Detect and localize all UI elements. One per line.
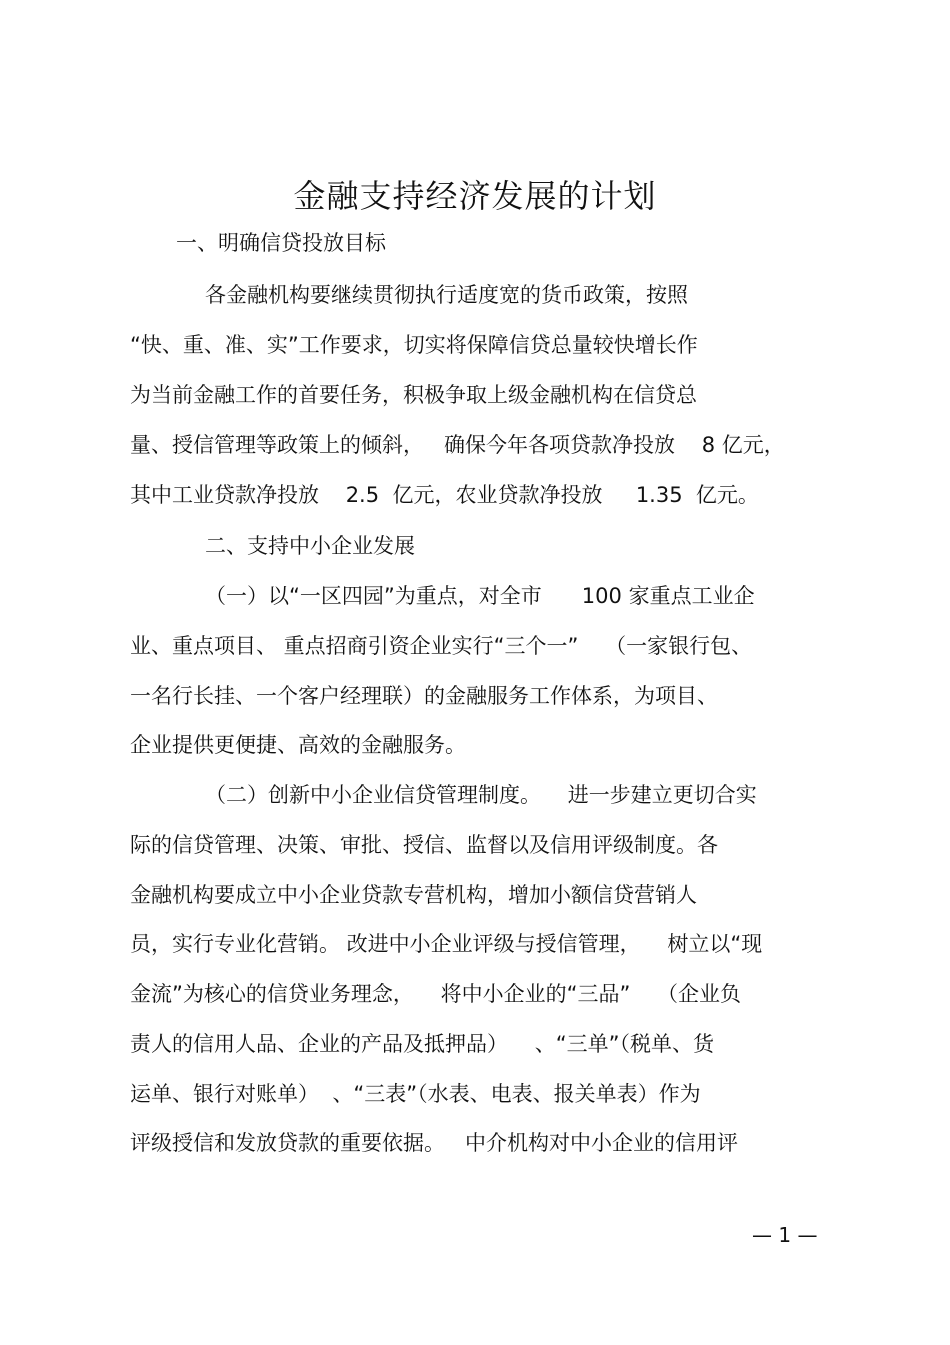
paragraph-line: 运单、银行对账单） 、“三表”（水表、电表、报关单表）作为 (130, 1082, 701, 1106)
section-heading-2: 二、支持中小企业发展 (205, 534, 415, 558)
paragraph-line: 一名行长挂、一个客户经理联）的金融服务工作体系，为项目、 (130, 684, 718, 708)
paragraph-line: 金融机构要成立中小企业贷款专营机构，增加小额信贷营销人 (130, 883, 697, 907)
paragraph-line: 业、重点项目、 重点招商引资企业实行“三个一” （一家银行包、 (130, 634, 753, 658)
paragraph-line: 量、授信管理等政策上的倾斜， 确保今年各项贷款净投放 8 亿元， (130, 433, 785, 457)
paragraph-line: 金流”为核心的信贷业务理念， 将中小企业的“三品” （企业负 (130, 982, 742, 1006)
paragraph-line: 企业提供更便捷、高效的金融服务。 (130, 733, 466, 757)
paragraph-line: “快、重、准、实”工作要求，切实将保障信贷总量较快增长作 (130, 333, 698, 357)
paragraph-line: 员，实行专业化营销。 改进中小企业评级与授信管理， 树立以“现 (130, 932, 763, 956)
paragraph-line: 其中工业贷款净投放 2.5 亿元，农业贷款净投放 1.35 亿元。 (130, 483, 759, 507)
paragraph-line: 各金融机构要继续贯彻执行适度宽的货币政策，按照 (205, 283, 688, 307)
document-title: 金融支持经济发展的计划 (293, 177, 657, 215)
paragraph-line: 评级授信和发放贷款的重要依据。 中介机构对中小企业的信用评 (130, 1131, 739, 1155)
paragraph-line: 为当前金融工作的首要任务，积极争取上级金融机构在信贷总 (130, 383, 697, 407)
paragraph-line: （二）创新中小企业信贷管理制度。 进一步建立更切合实 (205, 783, 757, 807)
paragraph-line: 责人的信用人品、企业的产品及抵押品） 、“三单”（税单、货 (130, 1032, 714, 1056)
paragraph-line: 际的信贷管理、决策、审批、授信、监督以及信用评级制度。各 (130, 833, 718, 857)
paragraph-line: （一）以“一区四园”为重点，对全市 100 家重点工业企 (205, 584, 755, 608)
page-number: — 1 — (752, 1223, 818, 1247)
section-heading-1: 一、明确信贷投放目标 (176, 231, 386, 255)
